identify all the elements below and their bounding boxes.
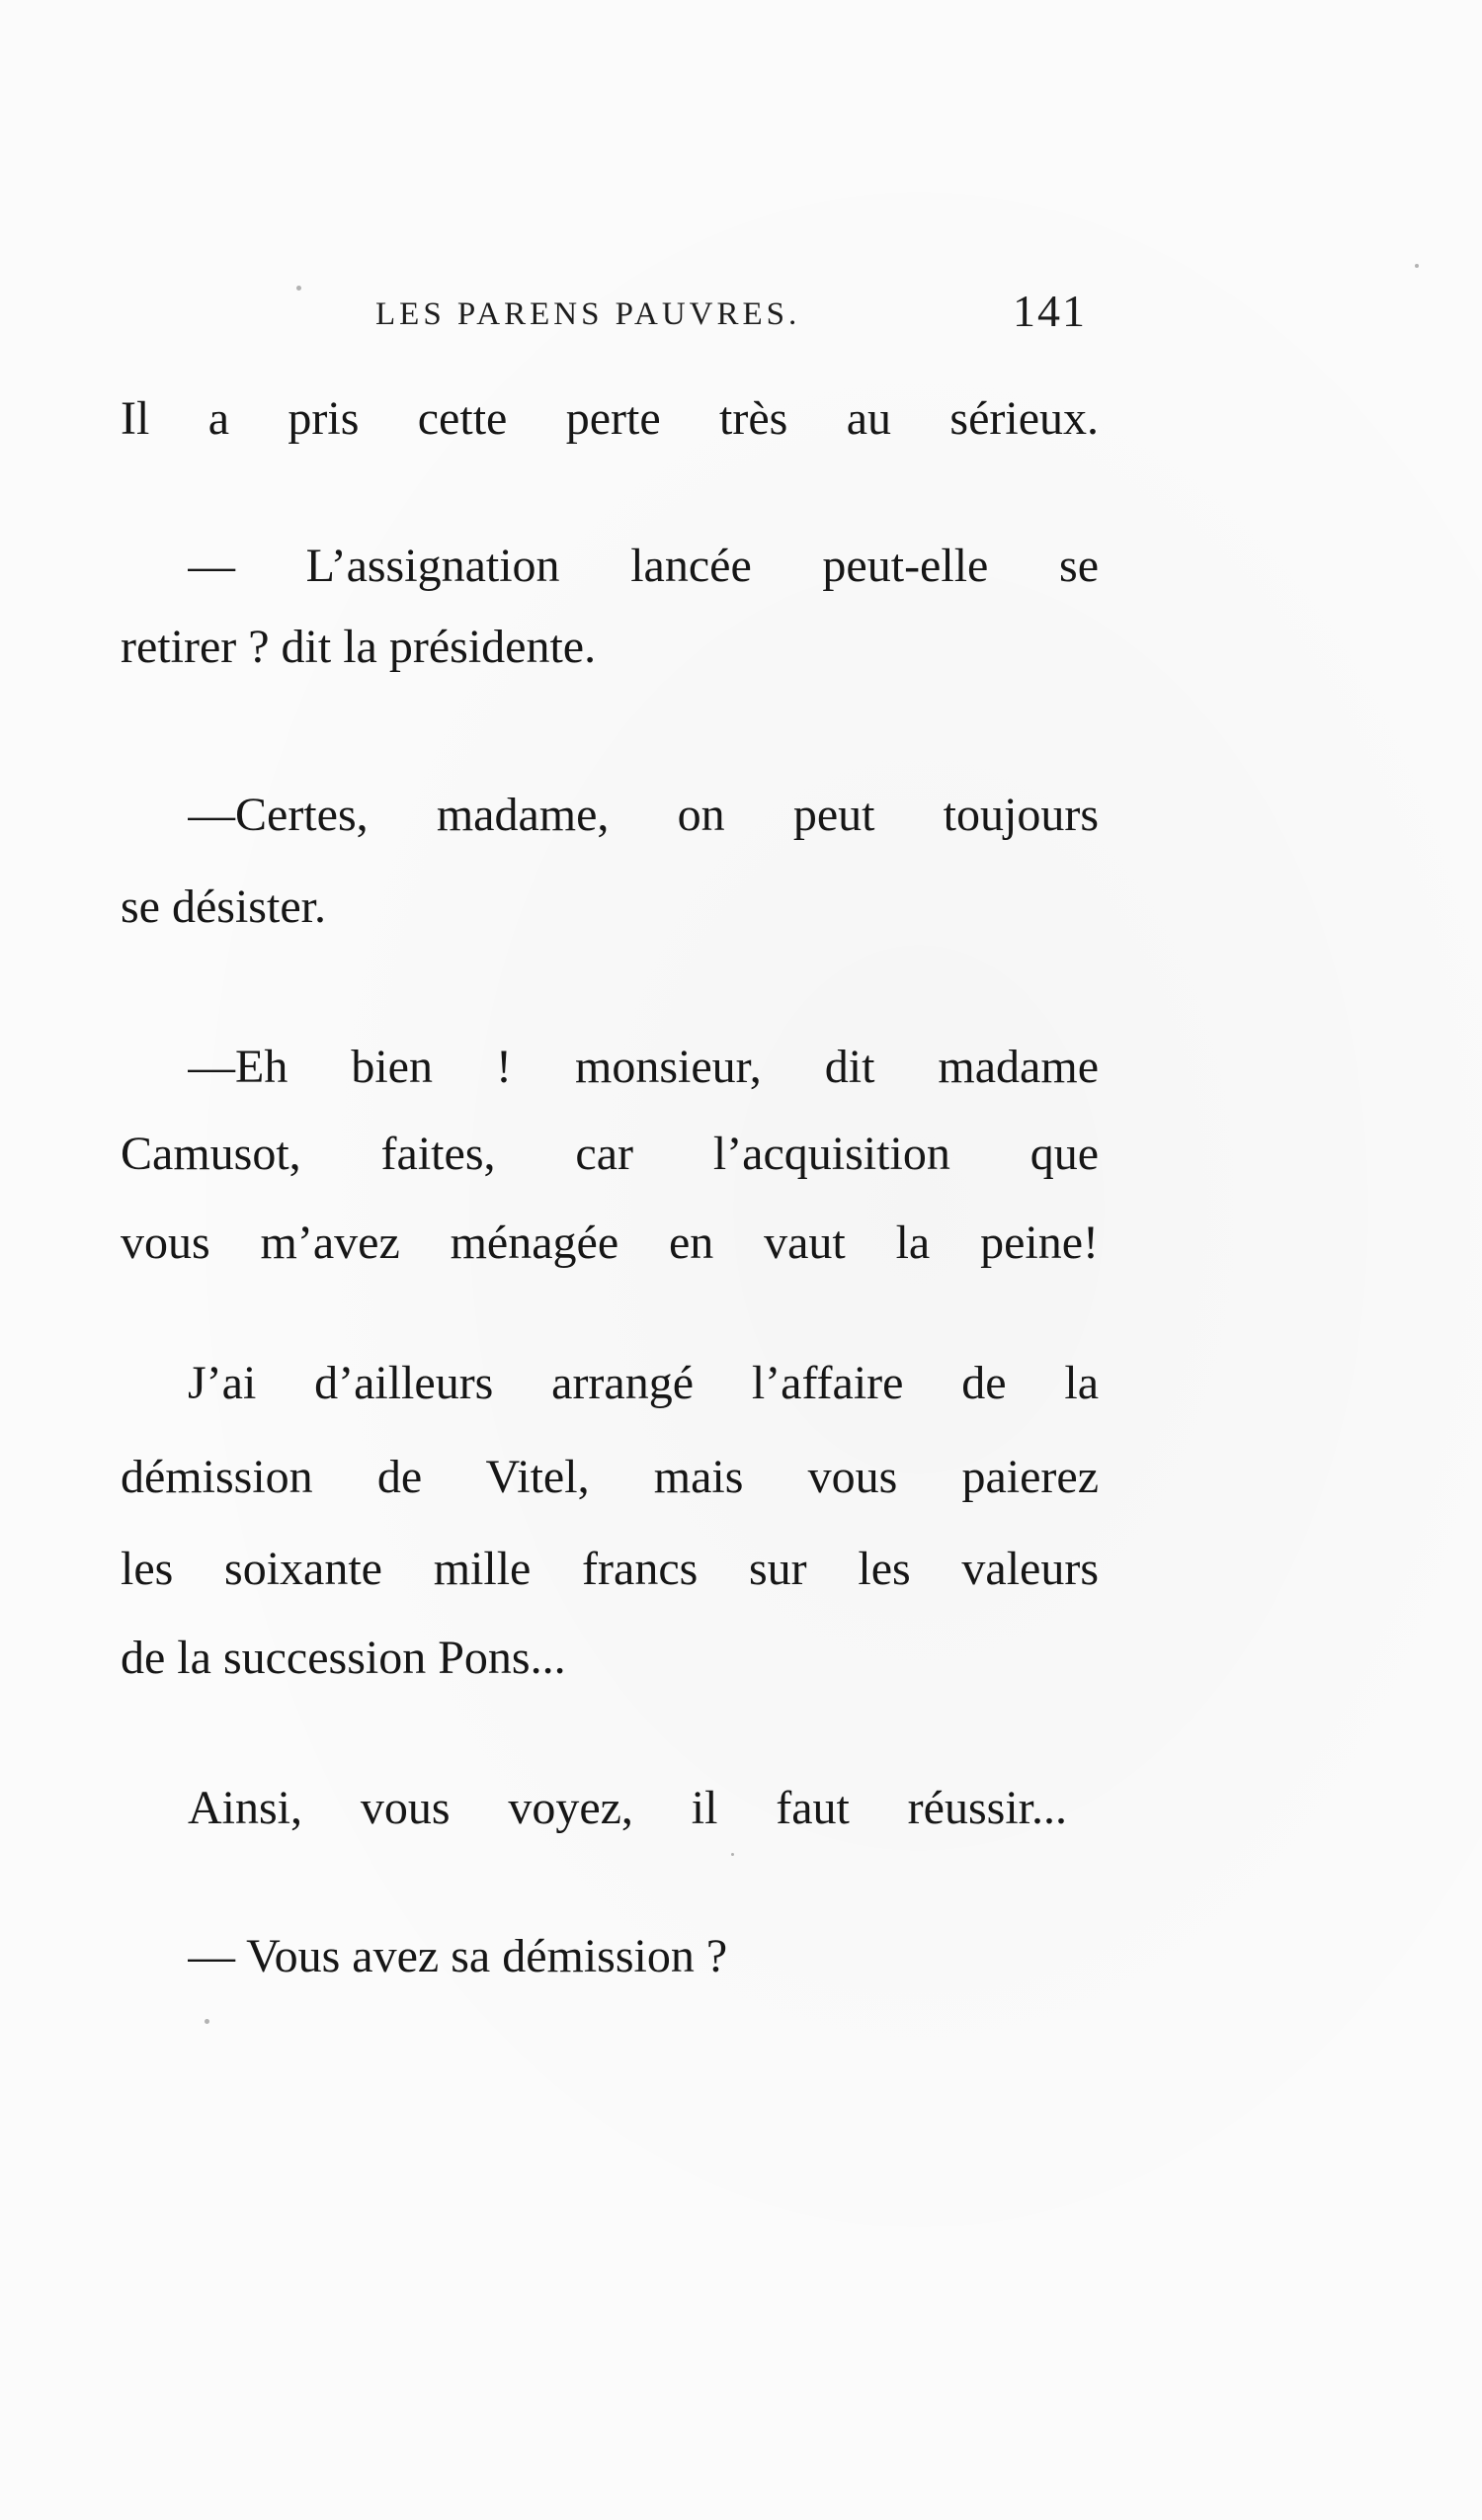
text-line: J’ai d’ailleurs arrangé l’affaire de la xyxy=(188,1357,1099,1409)
text-line: — L’assignation lancée peut-elle se xyxy=(188,540,1099,592)
text-line: —Certes, madame, on peut toujours xyxy=(188,789,1099,841)
body-text xyxy=(121,0,1099,2520)
text-line: retirer ? dit la présidente. xyxy=(121,621,597,673)
paper-speck xyxy=(205,2019,209,2024)
paper-speck xyxy=(296,286,301,291)
text-line: démission de Vitel, mais vous paierez xyxy=(121,1451,1099,1503)
paper-speck xyxy=(1415,264,1419,268)
text-line: — Vous avez sa démission ? xyxy=(188,1930,728,1982)
text-line: de la succession Pons... xyxy=(121,1632,566,1684)
text-line: vous m’avez ménagée en vaut la peine! xyxy=(121,1217,1099,1269)
text-line: se désister. xyxy=(121,881,326,933)
text-line: —Eh bien ! monsieur, dit madame xyxy=(188,1041,1099,1093)
paper-speck xyxy=(731,1853,734,1856)
text-line: Il a pris cette perte très au sérieux. xyxy=(121,392,1099,445)
running-head-title: LES PARENS PAUVRES. xyxy=(375,296,801,332)
text-line: Camusot, faites, car l’acquisition que xyxy=(121,1128,1099,1180)
text-line: les soixante mille francs sur les valeurs xyxy=(121,1543,1099,1595)
page-number: 141 xyxy=(1013,286,1087,336)
text-line: Ainsi, vous voyez, il faut réussir... xyxy=(188,1782,1067,1834)
